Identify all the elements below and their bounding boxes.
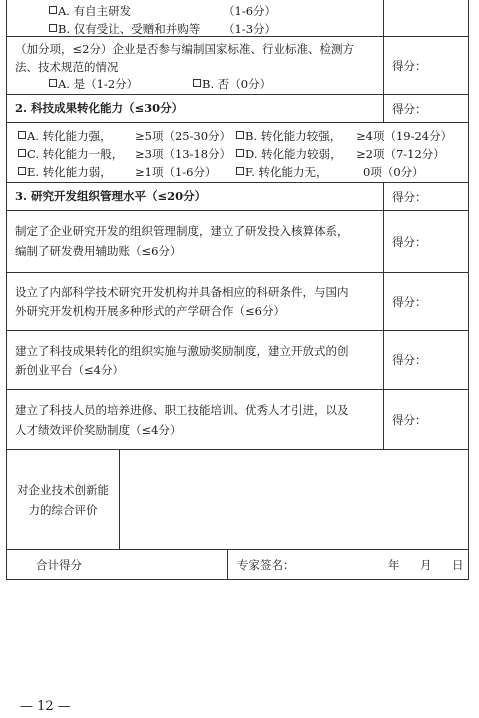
score-cell[interactable]: 得分： xyxy=(383,331,468,389)
page-number: — 12 — xyxy=(20,699,71,714)
management-item-line2: 新创业平台（≤4分） xyxy=(15,363,124,377)
conversion-option-b[interactable]: B. 转化能力较强， xyxy=(236,131,341,143)
conversion-option-b-value: ≥4项（19-24分） xyxy=(356,129,453,143)
option-a[interactable]: A. 有自主研发 xyxy=(49,6,131,18)
expert-signature-label: 专家签名： xyxy=(237,557,295,572)
checkbox-icon[interactable] xyxy=(18,131,26,139)
section1-tail-cell xyxy=(7,0,383,36)
management-item-line2: 人才绩效评价奖励制度（≤4分） xyxy=(15,423,182,437)
checkbox-icon[interactable] xyxy=(236,167,244,175)
conversion-option-d-value: ≥2项（7-12分） xyxy=(356,147,445,161)
total-row xyxy=(7,549,468,579)
conversion-option-f-value: 0项（0分） xyxy=(363,165,424,179)
checkbox-icon[interactable] xyxy=(236,131,244,139)
option-b[interactable]: B. 仅有受让、受赠和并购等 xyxy=(49,24,200,36)
conversion-option-e-value: ≥1项（1-6分） xyxy=(135,165,217,179)
section2-heading: 2. 科技成果转化能力（≤30分） xyxy=(15,101,184,115)
conversion-option-a[interactable]: A. 转化能力强， xyxy=(18,131,112,143)
conversion-option-a-value: ≥5项（25-30分） xyxy=(135,129,232,143)
standards-text-line1: （加分项，≤2分）企业是否参与编制国家标准、行业标准、检测方 xyxy=(15,42,354,56)
evaluation-label: 对企业技术创新能力的综合评价 xyxy=(7,450,120,549)
checkbox-icon[interactable] xyxy=(18,167,26,175)
checkbox-icon[interactable] xyxy=(49,24,57,32)
score-cell[interactable]: 得分： xyxy=(383,183,468,210)
section3-heading-cell xyxy=(7,183,383,210)
score-cell[interactable]: 得分： xyxy=(383,95,468,122)
checkbox-icon[interactable] xyxy=(193,79,201,87)
score-cell[interactable]: 得分： xyxy=(383,273,468,330)
expert-signature-cell[interactable] xyxy=(228,550,468,579)
option-a-score: （1-6分） xyxy=(223,4,277,18)
management-item-cell xyxy=(7,331,383,389)
management-item-line1: 建立了科技成果转化的组织实施与激励奖励制度，建立开放式的创 xyxy=(15,344,349,358)
section1-tail-row xyxy=(7,0,468,36)
section2-options-row xyxy=(7,122,468,182)
scoring-table xyxy=(6,0,469,580)
standards-option-b[interactable]: B. 否（0分） xyxy=(193,79,271,91)
evaluation-text-area[interactable] xyxy=(120,450,468,549)
checkbox-icon[interactable] xyxy=(49,79,57,87)
management-item-cell xyxy=(7,273,383,330)
standards-row xyxy=(7,36,468,94)
day-label: 日 xyxy=(452,557,464,572)
conversion-option-c-value: ≥3项（13-18分） xyxy=(135,147,232,161)
management-item-row xyxy=(7,272,468,330)
checkbox-icon[interactable] xyxy=(18,149,26,157)
conversion-option-c[interactable]: C. 转化能力一般， xyxy=(18,149,123,161)
management-item-cell xyxy=(7,390,383,449)
section3-heading-row xyxy=(7,182,468,210)
year-label: 年 xyxy=(388,557,400,572)
standards-text-line2: 法、技术规范的情况 xyxy=(15,60,119,74)
conversion-option-f[interactable]: F. 转化能力无， xyxy=(236,167,328,179)
management-item-line1: 设立了内部科学技术研究开发机构并具备相应的科研条件，与国内 xyxy=(15,285,349,299)
score-cell[interactable]: 得分： xyxy=(383,211,468,272)
section2-heading-cell xyxy=(7,95,383,122)
standards-option-a[interactable]: A. 是（1-2分） xyxy=(49,79,138,91)
management-item-line1: 制定了企业研究开发的组织管理制度，建立了研发投入核算体系， xyxy=(15,224,349,238)
standards-cell xyxy=(7,37,383,94)
management-item-row xyxy=(7,389,468,449)
management-item-cell xyxy=(7,211,383,272)
conversion-option-e[interactable]: E. 转化能力弱， xyxy=(18,167,112,179)
management-item-line1: 建立了科技人员的培养进修、职工技能培训、优秀人才引进，以及 xyxy=(15,403,349,417)
month-label: 月 xyxy=(420,557,432,572)
checkbox-icon[interactable] xyxy=(49,6,57,14)
evaluation-row xyxy=(7,449,468,549)
option-b-score: （1-3分） xyxy=(223,22,277,36)
score-cell[interactable]: 得分： xyxy=(383,37,468,94)
score-cell-empty[interactable] xyxy=(383,0,468,36)
section2-heading-row xyxy=(7,94,468,122)
score-cell[interactable]: 得分： xyxy=(383,390,468,449)
management-item-line2: 编制了研发费用辅助账（≤6分） xyxy=(15,244,182,258)
management-item-row xyxy=(7,330,468,389)
management-item-line2: 外研究开发机构开展多种形式的产学研合作（≤6分） xyxy=(15,304,285,318)
conversion-option-d[interactable]: D. 转化能力较弱， xyxy=(236,149,342,161)
checkbox-icon[interactable] xyxy=(236,149,244,157)
section3-heading: 3. 研究开发组织管理水平（≤20分） xyxy=(15,189,207,203)
total-score-label: 合计得分 xyxy=(7,550,228,579)
management-item-row xyxy=(7,210,468,272)
